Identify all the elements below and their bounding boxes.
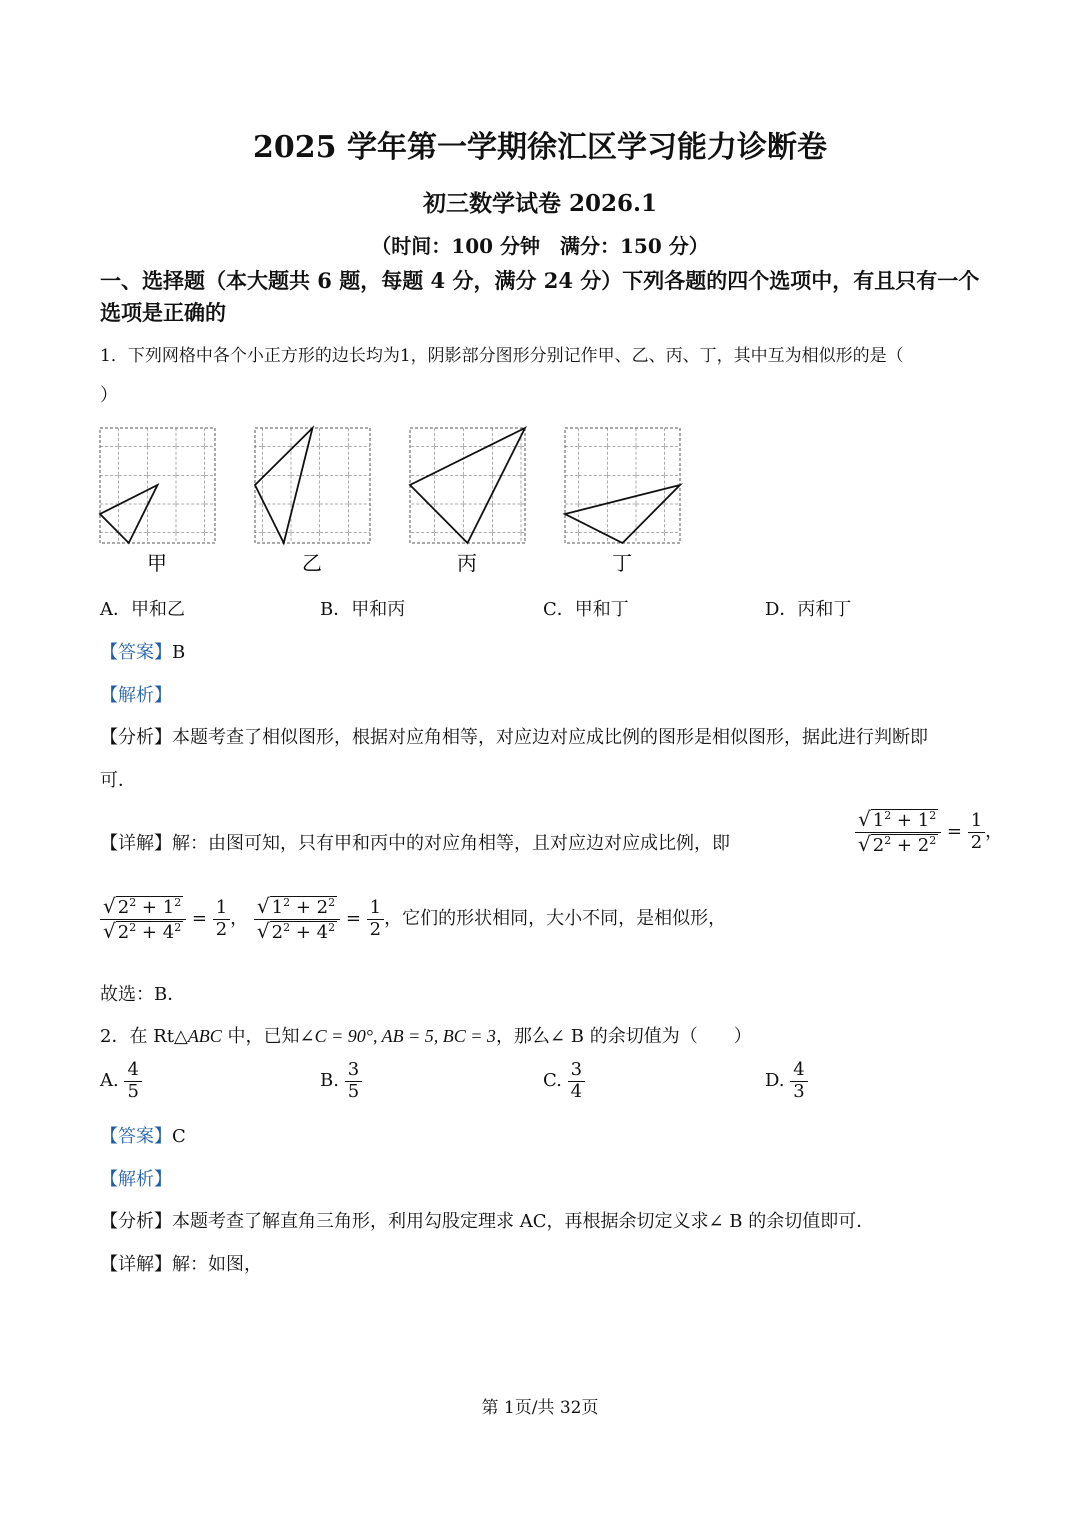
q2-stem-tail: ，那么∠ B 的余切值为（ ） (495, 1026, 752, 1047)
q2-option-c (543, 1060, 585, 1102)
option-den: 5 (127, 1080, 139, 1102)
fenxi-text: 本题考查了相似图形，根据对应角相等，对应边对应成比例的图形是相似图形，据此进行判断即 (172, 727, 928, 748)
exam-info: （时间：100 分钟 满分：150 分） (371, 234, 709, 258)
option-letter: A. (100, 1070, 119, 1092)
q2-answer-line (100, 1122, 186, 1148)
xiangjie-tag: 【详解】 (100, 833, 172, 854)
ratio-1: $\frac{√ 1^2 + 1^2}{√ 2^2 + 2^2}$ = $\frac{1}{2}$ ， (855, 808, 1003, 856)
q1-figures (90, 418, 700, 583)
q2-analysis-tag: 【解析】 (100, 1169, 172, 1190)
q1-stem-line1: 1．下列网格中各个小正方形的边长均为1，阴影部分图形分别记作甲、乙、丙、丁，其中互为相似形的是（ (100, 346, 904, 366)
xiangjie-tag: 【详解】 (100, 1254, 172, 1275)
option-den: 3 (793, 1080, 805, 1102)
xiangjie-text: 解：由图可知，只有甲和丙中的对应角相等，且对应边对应成比例，即 (172, 833, 730, 854)
q2-stem-abc: ABC (187, 1026, 222, 1046)
q2-option-b (320, 1060, 362, 1102)
option-letter: B. (320, 1070, 339, 1092)
option-den: 5 (347, 1080, 360, 1102)
q1-stem-line2: ） (100, 385, 118, 406)
ratio-line-2: $\frac{√ 2^2 + 1^2}{√ 2^2 + 4^2}$ = $\frac{1}{2}$ ， $\frac{√ 1^2 + 2^2}{√ 2^2 + 4^2}$ = $\frac{1}{2}$ ，它们的形状相同，大小不同，是相似形， (100, 895, 726, 943)
q1-option-b: B．甲和丙 (320, 599, 406, 620)
page-title: 2025 学年第一学期徐汇区学习能力诊断卷 (253, 130, 827, 165)
q1-fenxi-line1 (100, 723, 928, 749)
section-heading-line1: 一、选择题（本大题共 6 题，每题 4 分，满分 24 分）下列各题的四个选项中，有且只有一个 (100, 268, 980, 293)
label-yi: 乙 (302, 551, 322, 575)
figure-yi (255, 428, 370, 543)
label-bing: 丙 (457, 551, 477, 575)
section-heading-line2: 选项是正确的 (100, 300, 226, 325)
fenxi-tag: 【分析】 (100, 727, 172, 748)
q2-option-a (100, 1060, 142, 1102)
q2-option-d (765, 1060, 808, 1102)
ratio-3: $\frac{√ 1^2 + 2^2}{√ 2^2 + 4^2}$ (254, 895, 340, 943)
answer-tag: 【答案】 (100, 1126, 172, 1147)
figure-ding (565, 428, 680, 543)
xiangjie-text: 解：如图， (172, 1254, 262, 1275)
q1-option-a: A．甲和乙 (100, 599, 185, 620)
answer-tag: 【答案】 (100, 642, 172, 663)
option-num: 3 (568, 1060, 585, 1082)
figure-bing (410, 428, 525, 543)
q2-answer: C (172, 1126, 186, 1147)
option-letter: D. (765, 1070, 785, 1092)
option-num: 4 (124, 1060, 141, 1082)
label-jia: 甲 (147, 551, 167, 575)
fenxi-tag: 【分析】 (100, 1211, 172, 1232)
option-letter: C. (543, 1070, 562, 1092)
ratio-2: $\frac{√ 2^2 + 1^2}{√ 2^2 + 4^2}$ (100, 895, 186, 943)
q1-fenxi-line2: 可． (100, 770, 136, 791)
option-den: 4 (570, 1080, 583, 1102)
option-num: 3 (345, 1060, 362, 1082)
q2-stem-prefix: 2．在 Rt△ (100, 1026, 188, 1047)
option-num: 4 (790, 1060, 807, 1082)
page-subtitle: 初三数学试卷 2026.1 (422, 190, 658, 217)
q1-option-d: D．丙和丁 (765, 599, 852, 620)
q2-stem (100, 1022, 752, 1048)
q2-stem-mid: 中，已知∠ (221, 1026, 315, 1047)
q1-option-c: C．甲和丁 (543, 599, 629, 620)
ratio-tail: 它们的形状相同，大小不同，是相似形， (402, 908, 727, 930)
q1-answer-line (100, 638, 185, 664)
q1-analysis-tag: 【解析】 (100, 685, 172, 706)
label-ding: 丁 (612, 551, 632, 575)
q1-answer: B (172, 642, 186, 663)
q2-stem-cond: C = 90°, AB = 5, BC = 3 (314, 1026, 496, 1046)
fenxi-text: 本题考查了解直角三角形，利用勾股定理求 AC，再根据余切定义求∠ B 的余切值即可． (172, 1211, 875, 1232)
q2-fenxi-line (100, 1207, 874, 1233)
page-footer: 第 1页/共 32页 (481, 1398, 599, 1418)
q2-xiangjie-line (100, 1250, 262, 1276)
figure-jia (100, 428, 215, 543)
q1-conclusion: 故选：B． (100, 984, 186, 1005)
q1-xiangjie-line (100, 829, 730, 855)
